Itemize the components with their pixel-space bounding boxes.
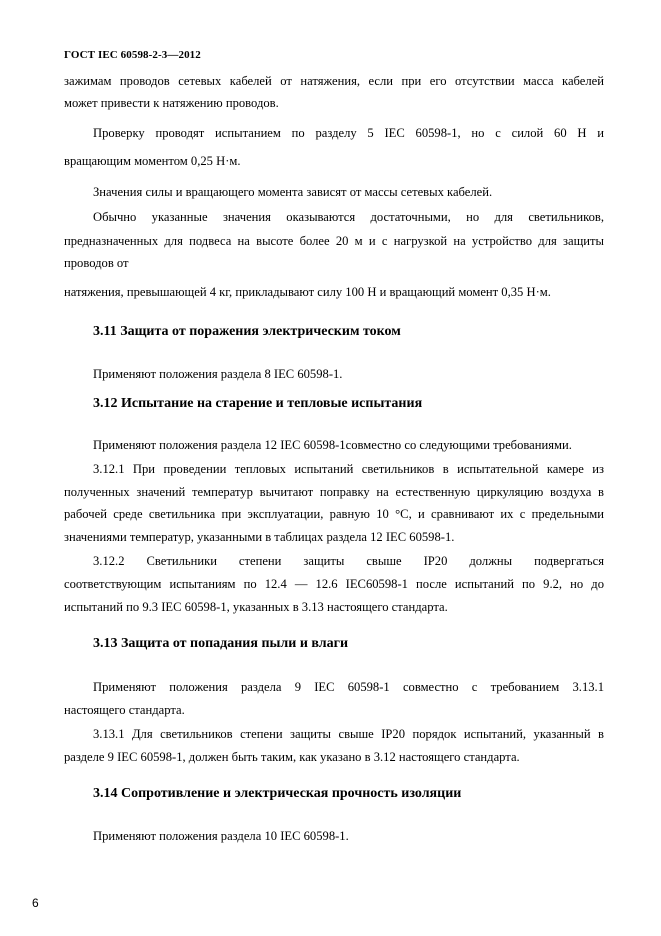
paragraph-line: соответствующим испытаниям по 12.4 — 12.6 IEC60598-1 после испытаний по 9.2, но до — [64, 577, 604, 591]
paragraph-line: 3.12.2 Светильники степени защиты свыше IP20 должны подвергаться — [93, 554, 604, 568]
paragraph-line: проводов от — [64, 256, 129, 270]
paragraph-line: рабочей среде светильника при эксплуатации, равную 10 °С, и сравнивают их с предельными — [64, 507, 604, 521]
paragraph-line: 3.13.1 Для светильников степени защиты свыше IP20 порядок испытаний, указанный в — [93, 727, 604, 741]
paragraph-line: Применяют положения раздела 10 IEC 60598-1. — [93, 829, 349, 843]
paragraph-line: Обычно указанные значения оказываются достаточными, но для светильников, — [93, 210, 604, 224]
paragraph-line: Применяют положения раздела 8 IEC 60598-1. — [93, 367, 343, 381]
paragraph-line: Применяют положения раздела 9 IEC 60598-1 совместно с требованием 3.13.1 — [93, 680, 604, 694]
paragraph-line: может привести к натяжению проводов. — [64, 96, 279, 110]
paragraph-line: зажимам проводов сетевых кабелей от натяжения, если при его отсутствии масса кабелей — [64, 74, 604, 88]
section-heading-3-14: 3.14 Сопротивление и электрическая прочность изоляции — [93, 786, 462, 801]
paragraph-line: Применяют положения раздела 12 IEC 60598-1совместно со следующими требованиями. — [93, 438, 572, 452]
paragraph-line: настоящего стандарта. — [64, 703, 185, 717]
paragraph-line: Проверку проводят испытанием по разделу 5 IEC 60598-1, но с силой 60 Н и — [93, 126, 604, 140]
paragraph-line: испытаний по 9.3 IEC 60598-1, указанных в 3.13 настоящего стандарта. — [64, 600, 448, 614]
section-heading-3-13: 3.13 Защита от попадания пыли и влаги — [93, 636, 349, 651]
page-number: 6 — [32, 896, 39, 910]
paragraph-line: Значения силы и вращающего момента зависят от массы сетевых кабелей. — [93, 185, 493, 199]
paragraph-line: вращающим моментом 0,25 Н·м. — [64, 154, 241, 168]
document-header: ГОСТ IEC 60598-2-3—2012 — [64, 49, 201, 61]
paragraph-line: значениями температур, указанными в таблицах раздела 12 IEC 60598-1. — [64, 530, 455, 544]
paragraph-line: разделе 9 IEC 60598-1, должен быть таким, как указано в 3.12 настоящего стандарта. — [64, 750, 520, 764]
paragraph-line: полученных значений температур вычитают поправку на естественную циркуляцию воздуха в — [64, 485, 604, 499]
section-heading-3-11: 3.11 Защита от поражения электрическим током — [93, 324, 401, 339]
paragraph-line: натяжения, превышающей 4 кг, прикладывают силу 100 Н и вращающий момент 0,35 Н·м. — [64, 285, 551, 299]
section-heading-3-12: 3.12 Испытание на старение и тепловые испытания — [93, 396, 423, 411]
paragraph-line: 3.12.1 При проведении тепловых испытаний светильников в испытательной камере из — [93, 462, 604, 476]
paragraph-line: предназначенных для подвеса на высоте более 20 м и с нагрузкой на устройство для защиты — [64, 234, 604, 248]
